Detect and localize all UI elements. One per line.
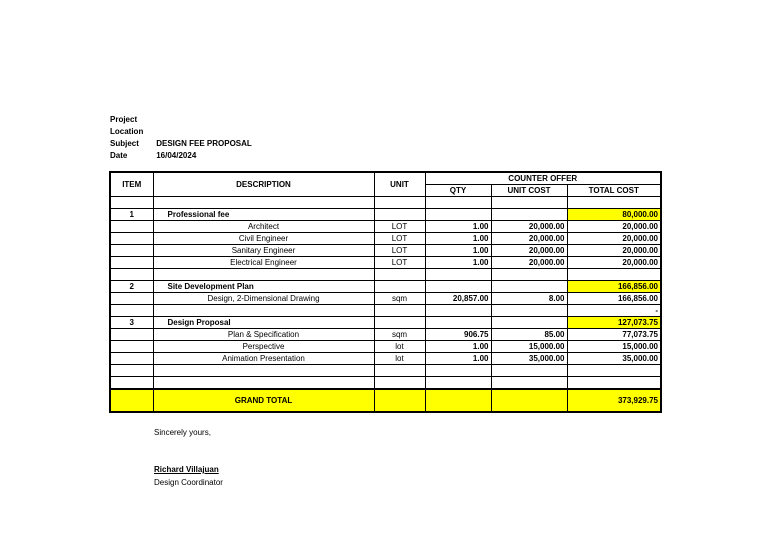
blank-cell	[491, 269, 567, 281]
cost-table	[109, 171, 662, 413]
row-unit: LOT	[374, 233, 425, 245]
row-unit: lot	[374, 341, 425, 353]
date-value: 16/04/2024	[156, 151, 197, 160]
blank-cell	[567, 365, 661, 377]
section-title: Professional fee	[153, 209, 374, 221]
blank-cell	[110, 365, 153, 377]
blank-cell	[153, 197, 374, 209]
description-header: DESCRIPTION	[153, 172, 374, 197]
blank-cell	[374, 197, 425, 209]
blank-cell	[491, 389, 567, 412]
row-unit-cost	[491, 305, 567, 317]
blank-cell	[425, 389, 491, 412]
blank-cell	[491, 281, 567, 293]
subject-value: DESIGN FEE PROPOSAL	[156, 139, 252, 148]
blank-cell	[567, 197, 661, 209]
grand-total-label: GRAND TOTAL	[153, 389, 374, 412]
blank-cell	[491, 197, 567, 209]
row-description: Animation Presentation	[153, 353, 374, 365]
blank-cell	[110, 341, 153, 353]
unit-header: UNIT	[374, 172, 425, 197]
date-row	[110, 151, 196, 160]
unit-cost-header: UNIT COST	[491, 185, 567, 197]
blank-cell	[374, 209, 425, 221]
row-total: 35,000.00	[567, 353, 661, 365]
row-unit-cost: 8.00	[491, 293, 567, 305]
row-unit	[374, 305, 425, 317]
blank-cell	[110, 257, 153, 269]
blank-cell	[153, 365, 374, 377]
table-row	[110, 293, 661, 305]
subject-label: Subject	[110, 139, 139, 148]
grand-total-value: 373,929.75	[567, 389, 661, 412]
blank-cell	[425, 269, 491, 281]
row-unit-cost: 85.00	[491, 329, 567, 341]
section-row	[110, 317, 661, 329]
section-item-number: 1	[110, 209, 153, 221]
blank-cell	[374, 377, 425, 390]
blank-cell	[110, 197, 153, 209]
section-item-number: 3	[110, 317, 153, 329]
row-description: Architect	[153, 221, 374, 233]
table-row	[110, 341, 661, 353]
row-description	[153, 305, 374, 317]
blank-cell	[110, 293, 153, 305]
table-row	[110, 353, 661, 365]
section-row	[110, 281, 661, 293]
row-description: Electrical Engineer	[153, 257, 374, 269]
blank-cell	[425, 197, 491, 209]
row-description: Civil Engineer	[153, 233, 374, 245]
signatory-name: Richard Villajuan	[154, 465, 219, 474]
row-unit: LOT	[374, 221, 425, 233]
qty-header: QTY	[425, 185, 491, 197]
blank-row	[110, 365, 661, 377]
blank-cell	[110, 389, 153, 412]
blank-cell	[425, 317, 491, 329]
row-qty: 1.00	[425, 353, 491, 365]
counter-offer-header: COUNTER OFFER	[425, 172, 661, 185]
blank-cell	[110, 245, 153, 257]
row-unit-cost: 15,000.00	[491, 341, 567, 353]
table-body	[110, 197, 661, 413]
table-row	[110, 329, 661, 341]
row-unit: LOT	[374, 245, 425, 257]
blank-cell	[110, 221, 153, 233]
row-unit: lot	[374, 353, 425, 365]
blank-cell	[153, 377, 374, 390]
row-unit-cost: 20,000.00	[491, 245, 567, 257]
blank-cell	[374, 365, 425, 377]
section-title: Site Development Plan	[153, 281, 374, 293]
row-qty: 1.00	[425, 233, 491, 245]
blank-cell	[110, 233, 153, 245]
total-cost-header: TOTAL COST	[567, 185, 661, 197]
blank-cell	[425, 209, 491, 221]
blank-cell	[491, 365, 567, 377]
row-total: 20,000.00	[567, 257, 661, 269]
blank-cell	[374, 317, 425, 329]
row-qty: 1.00	[425, 257, 491, 269]
blank-cell	[374, 281, 425, 293]
blank-row	[110, 269, 661, 281]
row-unit: sqm	[374, 293, 425, 305]
blank-cell	[491, 377, 567, 390]
blank-cell	[110, 353, 153, 365]
row-total: 20,000.00	[567, 233, 661, 245]
row-qty: 1.00	[425, 221, 491, 233]
table-row	[110, 245, 661, 257]
blank-cell	[374, 389, 425, 412]
project-label: Project	[110, 115, 138, 124]
row-qty: 20,857.00	[425, 293, 491, 305]
table-row	[110, 221, 661, 233]
blank-cell	[110, 269, 153, 281]
blank-cell	[425, 377, 491, 390]
section-row	[110, 209, 661, 221]
blank-cell	[425, 281, 491, 293]
row-qty: 1.00	[425, 245, 491, 257]
row-qty	[425, 305, 491, 317]
blank-cell	[567, 377, 661, 390]
location-label-row	[110, 127, 154, 136]
blank-cell	[153, 269, 374, 281]
blank-cell	[491, 209, 567, 221]
table-row	[110, 257, 661, 269]
blank-cell	[110, 377, 153, 390]
row-qty: 906.75	[425, 329, 491, 341]
blank-cell	[491, 317, 567, 329]
blank-cell	[567, 269, 661, 281]
grand-total-row	[110, 389, 661, 412]
blank-cell	[110, 305, 153, 317]
row-total: 166,856.00	[567, 293, 661, 305]
blank-cell	[425, 365, 491, 377]
row-total: 20,000.00	[567, 221, 661, 233]
subject-row	[110, 139, 252, 148]
row-qty: 1.00	[425, 341, 491, 353]
row-total: 15,000.00	[567, 341, 661, 353]
section-subtotal: 80,000.00	[567, 209, 661, 221]
table-row	[110, 233, 661, 245]
section-subtotal: 166,856.00	[567, 281, 661, 293]
item-header: ITEM	[110, 172, 153, 197]
row-unit-cost: 20,000.00	[491, 221, 567, 233]
row-unit-cost: 35,000.00	[491, 353, 567, 365]
salutation: Sincerely yours,	[154, 428, 211, 437]
table-row	[110, 305, 661, 317]
blank-row	[110, 377, 661, 390]
section-title: Design Proposal	[153, 317, 374, 329]
row-description: Plan & Specification	[153, 329, 374, 341]
blank-row	[110, 197, 661, 209]
row-description: Perspective	[153, 341, 374, 353]
row-total: 20,000.00	[567, 245, 661, 257]
location-label: Location	[110, 127, 144, 136]
row-unit: LOT	[374, 257, 425, 269]
date-label: Date	[110, 151, 128, 160]
section-item-number: 2	[110, 281, 153, 293]
row-description: Design, 2-Dimensional Drawing	[153, 293, 374, 305]
row-description: Sanitary Engineer	[153, 245, 374, 257]
blank-cell	[374, 269, 425, 281]
row-unit: sqm	[374, 329, 425, 341]
blank-cell	[110, 329, 153, 341]
row-unit-cost: 20,000.00	[491, 233, 567, 245]
row-total: 77,073.75	[567, 329, 661, 341]
project-label-row	[110, 115, 154, 124]
signatory-title: Design Coordinator	[154, 478, 223, 487]
row-unit-cost: 20,000.00	[491, 257, 567, 269]
row-total: -	[567, 305, 661, 317]
section-subtotal: 127,073.75	[567, 317, 661, 329]
